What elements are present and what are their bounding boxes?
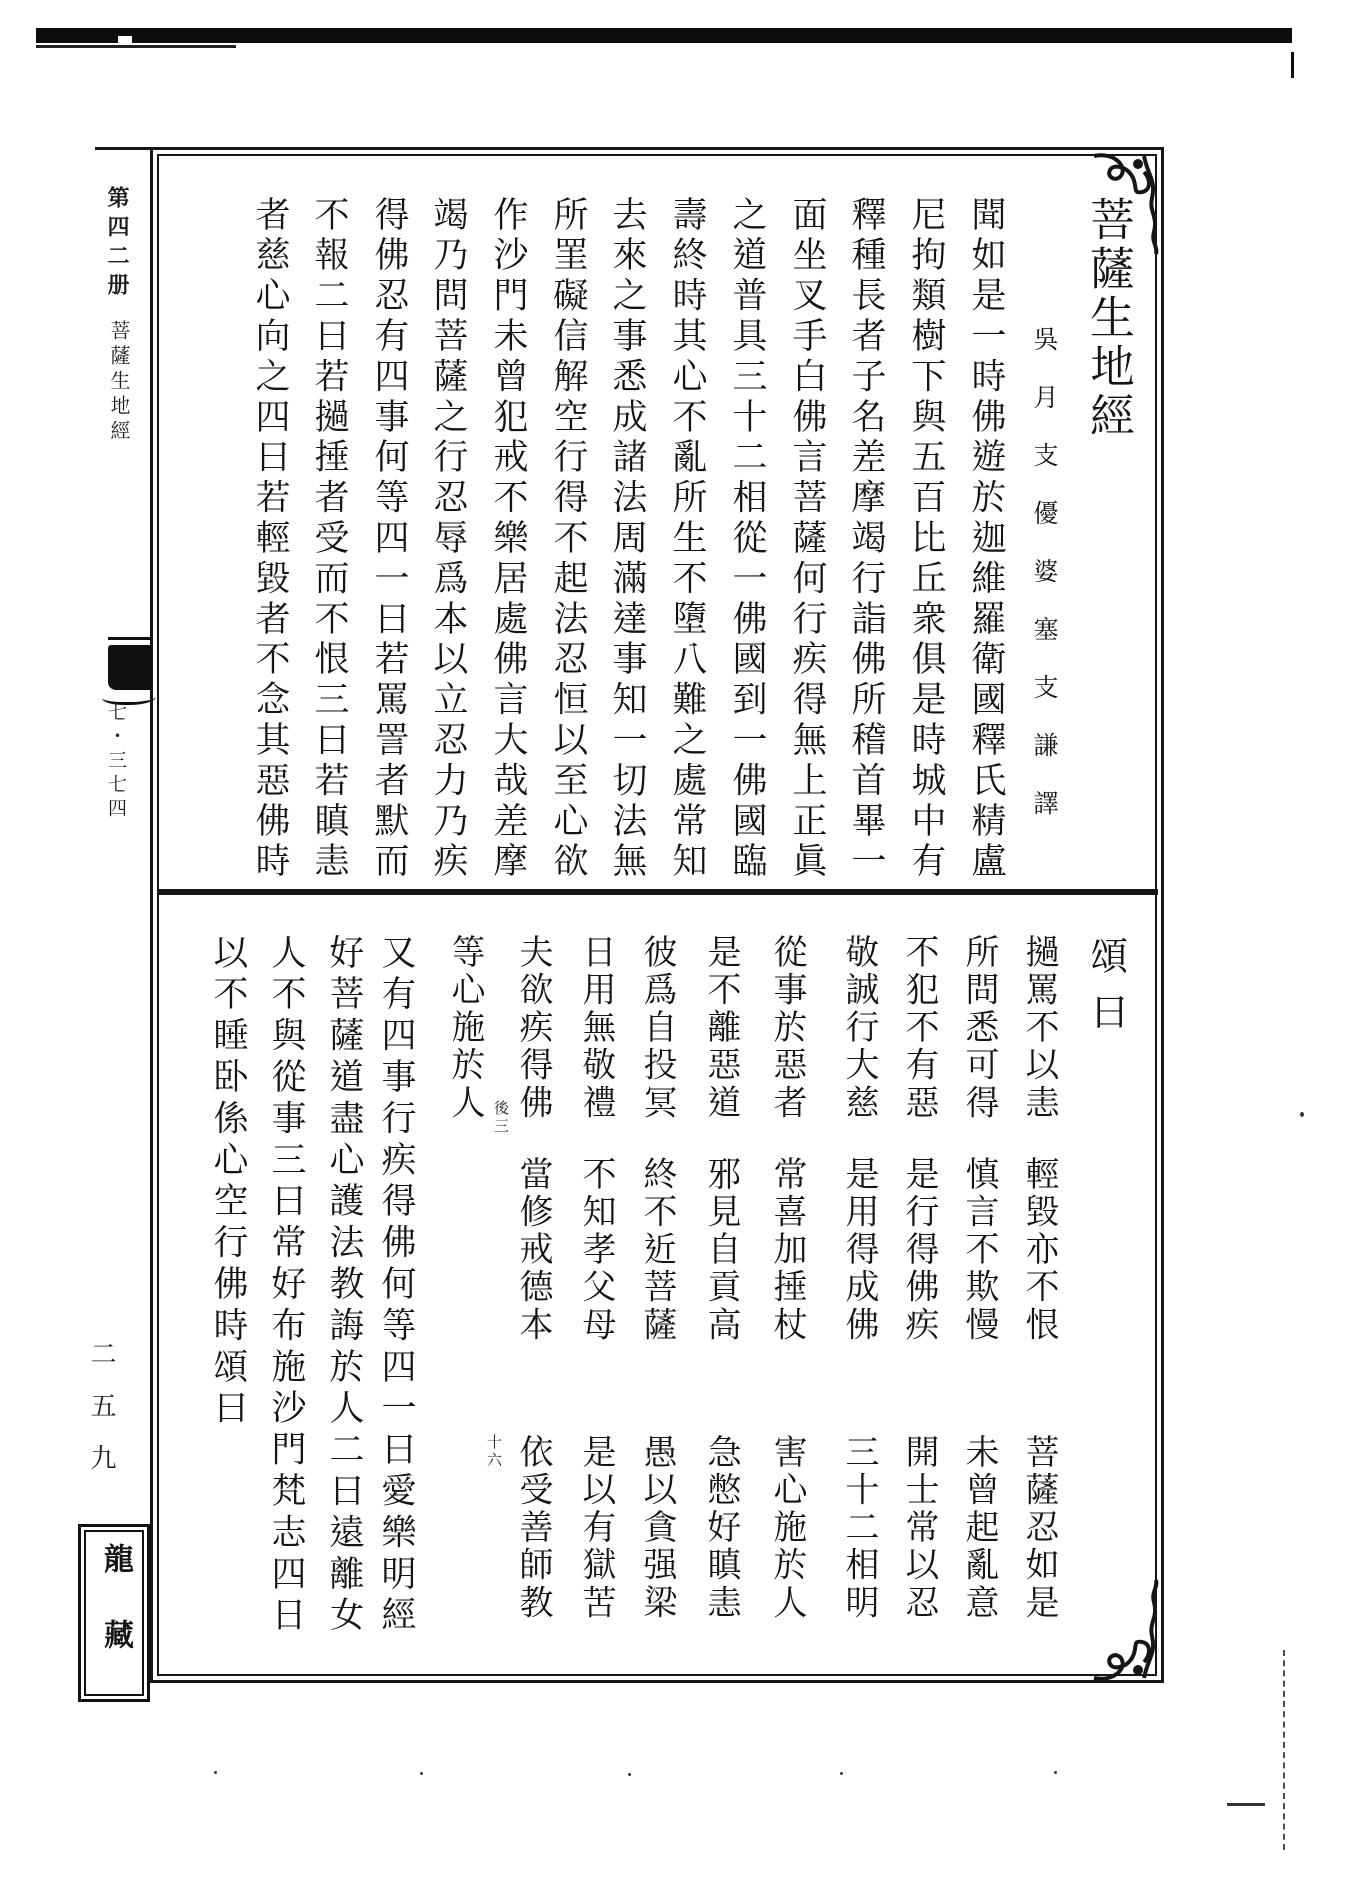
translator-credit: 吳月支優婆塞支謙譯 [1030,326,1057,848]
sutra-column: 壽終時其心不亂所生不墮八難之處常知 [668,196,707,883]
sutra-column: 不報二曰若撾捶者受而不恨三曰若瞋恚 [310,196,349,883]
prose-column: 人不與從事三曰常好布施沙門梵志四日 [267,934,306,1638]
verse-phrase: 邪見自貢高 [702,1156,739,1344]
verse-final-phrase: 等心施於人 [446,934,483,1122]
scan-dot [1300,1112,1304,1117]
verse-phrase: 是用得成佛 [840,1156,877,1344]
top-edge-thin-line [36,45,236,48]
top-edge-notch [118,36,132,44]
right-margin-dashed-artifact [1283,1650,1285,1850]
verse-phrase: 害心施於人 [768,1434,805,1622]
sutra-column: 者慈心向之四曰若輕毀者不念其惡佛時 [251,196,290,883]
margin-locator: 七・三七四 [105,702,126,822]
verse-phrase: 開士常以忍 [900,1434,937,1622]
verse-phrase: 是不離惡道 [702,934,739,1122]
verse-phrase: 彼爲自投冥 [638,934,675,1122]
verse-phrase: 愚以貪强梁 [638,1434,675,1622]
verse-phrase: 日用無敬禮 [577,934,614,1122]
verse-phrase: 是行得佛疾 [900,1156,937,1344]
verse-phrase: 夫欲疾得佛 [514,934,551,1122]
scan-dot [420,1772,423,1775]
right-margin-tick-artifact [1291,52,1294,78]
verse-phrase: 不知孝父母 [577,1156,614,1344]
verse-phrase: 所問悉可得 [960,934,997,1122]
canon-seal-label: 龍藏 [99,1543,132,1695]
scan-dot [840,1772,843,1775]
sutra-title: 菩薩生地經 [1083,196,1133,441]
verse-phrase: 輕毀亦不恨 [1020,1156,1057,1344]
scan-dot [214,1771,217,1774]
verse-phrase: 是以有獄苦 [577,1434,614,1622]
margin-index-tab [108,645,152,690]
sutra-column: 竭乃問菩薩之行忍辱爲本以立忍力乃疾 [429,196,468,883]
verse-heading: 頌曰 [1084,936,1126,1048]
sutra-column: 尼拘類樹下與五百比丘衆俱是時城中有 [907,196,946,883]
sutra-column: 得佛忍有四事何等四一曰若罵詈者默而 [370,196,409,883]
margin-header-rule [95,147,152,150]
verse-phrase: 菩薩忍如是 [1020,1434,1057,1622]
sutra-column: 之道普具三十二相從一佛國到一佛國臨 [728,196,767,883]
prose-column: 又有四事行疾得佛何等四一曰愛樂明經 [377,934,416,1638]
verse-phrase: 不犯不有惡 [900,934,937,1122]
sutra-column: 聞如是一時佛遊於迦維羅衛國釋氏精盧 [967,196,1006,883]
margin-tab-rule [108,637,152,640]
verse-phrase: 撾罵不以恚 [1020,934,1057,1122]
verse-phrase: 依受善師教 [514,1434,551,1622]
margin-running-title: 菩薩生地經 [107,320,129,445]
sutra-column: 釋種長者子名差摩竭行詣佛所稽首畢一 [847,196,886,883]
prose-column: 以不睡卧係心空行佛時頌曰 [209,934,248,1431]
verse-phrase: 三十二相明 [840,1434,877,1622]
corner-flourish-bottom-right-icon [1092,1576,1162,1684]
verse-phrase: 當修戒德本 [514,1156,551,1344]
verse-phrase: 敬誠行大慈 [840,934,877,1122]
verse-phrase: 從事於惡者 [768,934,805,1122]
bottom-right-dash-artifact [1227,1803,1265,1806]
verse-phrase: 未曾起亂意 [960,1434,997,1622]
sutra-column: 所罣礙信解空行得不起法忍恒以至心欲 [549,196,588,883]
verse-phrase: 常喜加捶杖 [768,1156,805,1344]
canon-seal-box [78,1524,150,1702]
verse-note: 後三 [492,1100,508,1136]
verse-phrase: 急憋好瞋恚 [702,1434,739,1622]
scan-dot [1054,1771,1057,1774]
sutra-column: 作沙門未曾犯戒不樂居處佛言大哉差摩 [489,196,528,883]
sutra-column: 面坐叉手白佛言菩薩何行疾得無上正眞 [788,196,827,883]
verse-note: 十六 [485,1434,501,1470]
scan-dot [628,1773,631,1776]
half-page-divider [158,889,1158,895]
prose-column: 好菩薩道盡心護法教誨於人二曰遠離女 [325,934,364,1638]
margin-page-number: 二五九 [87,1340,116,1496]
sutra-column: 去來之事悉成諸法周滿達事知一切法無 [608,196,647,883]
verse-phrase: 慎言不欺慢 [960,1156,997,1344]
margin-volume-label: 第四二册 [105,186,130,302]
verse-phrase: 終不近菩薩 [638,1156,675,1344]
page-top-edge-artifact [36,28,1292,43]
